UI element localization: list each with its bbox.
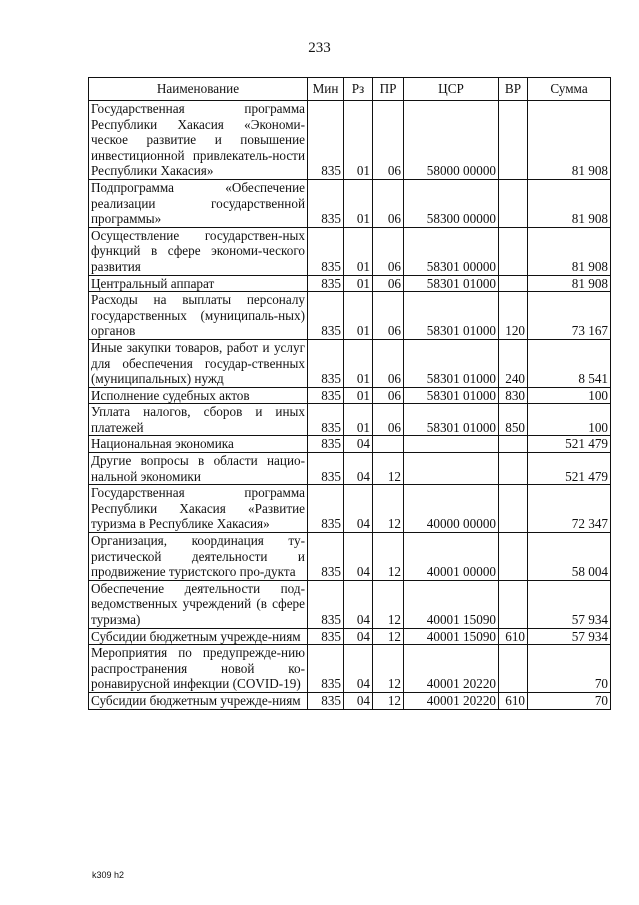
cell-csr: 58301 01000 (404, 292, 499, 340)
cell-min: 835 (308, 628, 344, 645)
table-header-row (89, 78, 611, 101)
cell-sum: 8 541 (528, 339, 611, 387)
table-row (89, 436, 611, 453)
cell-name: Другие вопросы в области нацио-нальной экономики (89, 453, 308, 485)
cell-sum: 73 167 (528, 292, 611, 340)
cell-vr: 610 (499, 692, 528, 709)
cell-sum: 521 479 (528, 453, 611, 485)
header-csr: ЦСР (404, 78, 499, 101)
cell-csr: 58301 01000 (404, 339, 499, 387)
cell-rz: 01 (344, 101, 373, 180)
cell-rz: 04 (344, 628, 373, 645)
cell-rz: 01 (344, 275, 373, 292)
cell-rz: 01 (344, 387, 373, 404)
cell-csr: 58300 00000 (404, 179, 499, 227)
cell-csr: 58301 01000 (404, 387, 499, 404)
cell-min: 835 (308, 485, 344, 533)
cell-csr: 58301 01000 (404, 404, 499, 436)
cell-csr: 40001 15090 (404, 580, 499, 628)
cell-pr: 12 (373, 692, 404, 709)
cell-vr: 830 (499, 387, 528, 404)
cell-name: Мероприятия по предупрежде-нию распространения новой ко-ронавирусной инфекции (COVID-19) (89, 645, 308, 693)
cell-pr: 12 (373, 645, 404, 693)
cell-rz: 01 (344, 339, 373, 387)
cell-pr: 06 (373, 101, 404, 180)
cell-pr: 12 (373, 453, 404, 485)
cell-vr: 610 (499, 628, 528, 645)
cell-min: 835 (308, 227, 344, 275)
cell-name: Организация, координация ту-ристической деятельности и продвижение туристского про-дукта (89, 533, 308, 581)
header-sum: Сумма (528, 78, 611, 101)
cell-vr (499, 645, 528, 693)
cell-sum: 70 (528, 645, 611, 693)
cell-name: Государственная программа Республики Хакасия «Экономи-ческое развитие и повышение инвестиционной привлекатель-ности Республики Хакасия» (89, 101, 308, 180)
table-row (89, 580, 611, 628)
cell-vr (499, 485, 528, 533)
cell-pr: 12 (373, 533, 404, 581)
cell-vr (499, 101, 528, 180)
cell-pr: 12 (373, 580, 404, 628)
table-row (89, 645, 611, 693)
cell-pr: 06 (373, 275, 404, 292)
cell-rz: 01 (344, 227, 373, 275)
cell-sum: 57 934 (528, 628, 611, 645)
cell-vr (499, 275, 528, 292)
table-row (89, 628, 611, 645)
cell-sum: 100 (528, 404, 611, 436)
cell-min: 835 (308, 645, 344, 693)
cell-name: Центральный аппарат (89, 275, 308, 292)
cell-vr (499, 179, 528, 227)
cell-pr: 06 (373, 339, 404, 387)
table-row (89, 692, 611, 709)
cell-sum: 58 004 (528, 533, 611, 581)
cell-vr: 850 (499, 404, 528, 436)
cell-vr (499, 580, 528, 628)
header-rz: Рз (344, 78, 373, 101)
cell-min: 835 (308, 179, 344, 227)
cell-min: 835 (308, 339, 344, 387)
cell-csr: 58301 00000 (404, 227, 499, 275)
table-row (89, 404, 611, 436)
cell-csr: 40001 15090 (404, 628, 499, 645)
table-body (89, 101, 611, 710)
table-row (89, 387, 611, 404)
cell-name: Государственная программа Республики Хакасия «Развитие туризма в Республике Хакасия» (89, 485, 308, 533)
budget-table (88, 77, 611, 710)
cell-pr: 12 (373, 628, 404, 645)
cell-min: 835 (308, 404, 344, 436)
header-name: Наименование (89, 78, 308, 101)
table-row (89, 453, 611, 485)
page-number: 233 (308, 40, 331, 56)
cell-pr: 06 (373, 387, 404, 404)
cell-name: Уплата налогов, сборов и иных платежей (89, 404, 308, 436)
cell-sum: 81 908 (528, 275, 611, 292)
cell-min: 835 (308, 692, 344, 709)
cell-sum: 81 908 (528, 179, 611, 227)
cell-min: 835 (308, 580, 344, 628)
cell-pr: 12 (373, 485, 404, 533)
cell-sum: 57 934 (528, 580, 611, 628)
cell-name: Национальная экономика (89, 436, 308, 453)
cell-name: Обеспечение деятельности под-ведомственных учреждений (в сфере туризма) (89, 580, 308, 628)
cell-rz: 04 (344, 645, 373, 693)
cell-pr: 06 (373, 227, 404, 275)
cell-sum: 81 908 (528, 227, 611, 275)
header-pr: ПР (373, 78, 404, 101)
cell-name: Субсидии бюджетным учрежде-ниям (89, 628, 308, 645)
cell-name: Субсидии бюджетным учрежде-ниям (89, 692, 308, 709)
cell-rz: 04 (344, 533, 373, 581)
cell-vr (499, 453, 528, 485)
cell-csr: 40001 00000 (404, 533, 499, 581)
table-row (89, 227, 611, 275)
cell-min: 835 (308, 101, 344, 180)
cell-min: 835 (308, 387, 344, 404)
cell-pr: 06 (373, 404, 404, 436)
cell-csr: 58000 00000 (404, 101, 499, 180)
cell-rz: 04 (344, 580, 373, 628)
cell-sum: 521 479 (528, 436, 611, 453)
cell-name: Расходы на выплаты персоналу государственных (муниципаль-ных) органов (89, 292, 308, 340)
cell-rz: 04 (344, 692, 373, 709)
cell-vr (499, 533, 528, 581)
cell-sum: 81 908 (528, 101, 611, 180)
cell-csr: 40001 20220 (404, 645, 499, 693)
footer-code: k309 h2 (92, 870, 125, 880)
table-row (89, 485, 611, 533)
cell-rz: 04 (344, 453, 373, 485)
cell-sum: 70 (528, 692, 611, 709)
cell-min: 835 (308, 275, 344, 292)
cell-min: 835 (308, 292, 344, 340)
cell-rz: 04 (344, 436, 373, 453)
cell-csr: 40000 00000 (404, 485, 499, 533)
cell-pr (373, 436, 404, 453)
cell-sum: 100 (528, 387, 611, 404)
cell-csr (404, 453, 499, 485)
cell-name: Исполнение судебных актов (89, 387, 308, 404)
cell-rz: 01 (344, 292, 373, 340)
table-row (89, 179, 611, 227)
cell-min: 835 (308, 453, 344, 485)
table-row (89, 533, 611, 581)
table-row (89, 101, 611, 180)
header-min: Мин (308, 78, 344, 101)
cell-csr: 58301 01000 (404, 275, 499, 292)
cell-name: Подпрограмма «Обеспечение реализации государственной программы» (89, 179, 308, 227)
cell-rz: 04 (344, 485, 373, 533)
cell-csr: 40001 20220 (404, 692, 499, 709)
cell-rz: 01 (344, 179, 373, 227)
cell-vr: 120 (499, 292, 528, 340)
table-row (89, 292, 611, 340)
cell-rz: 01 (344, 404, 373, 436)
cell-sum: 72 347 (528, 485, 611, 533)
cell-name: Осуществление государствен-ных функций в сфере экономи-ческого развития (89, 227, 308, 275)
cell-pr: 06 (373, 292, 404, 340)
cell-vr (499, 227, 528, 275)
cell-csr (404, 436, 499, 453)
header-vr: ВР (499, 78, 528, 101)
cell-vr: 240 (499, 339, 528, 387)
cell-pr: 06 (373, 179, 404, 227)
table-row (89, 275, 611, 292)
table-row (89, 339, 611, 387)
cell-min: 835 (308, 436, 344, 453)
cell-vr (499, 436, 528, 453)
cell-name: Иные закупки товаров, работ и услуг для обеспечения государ-ственных (муниципальных) нужд (89, 339, 308, 387)
cell-min: 835 (308, 533, 344, 581)
